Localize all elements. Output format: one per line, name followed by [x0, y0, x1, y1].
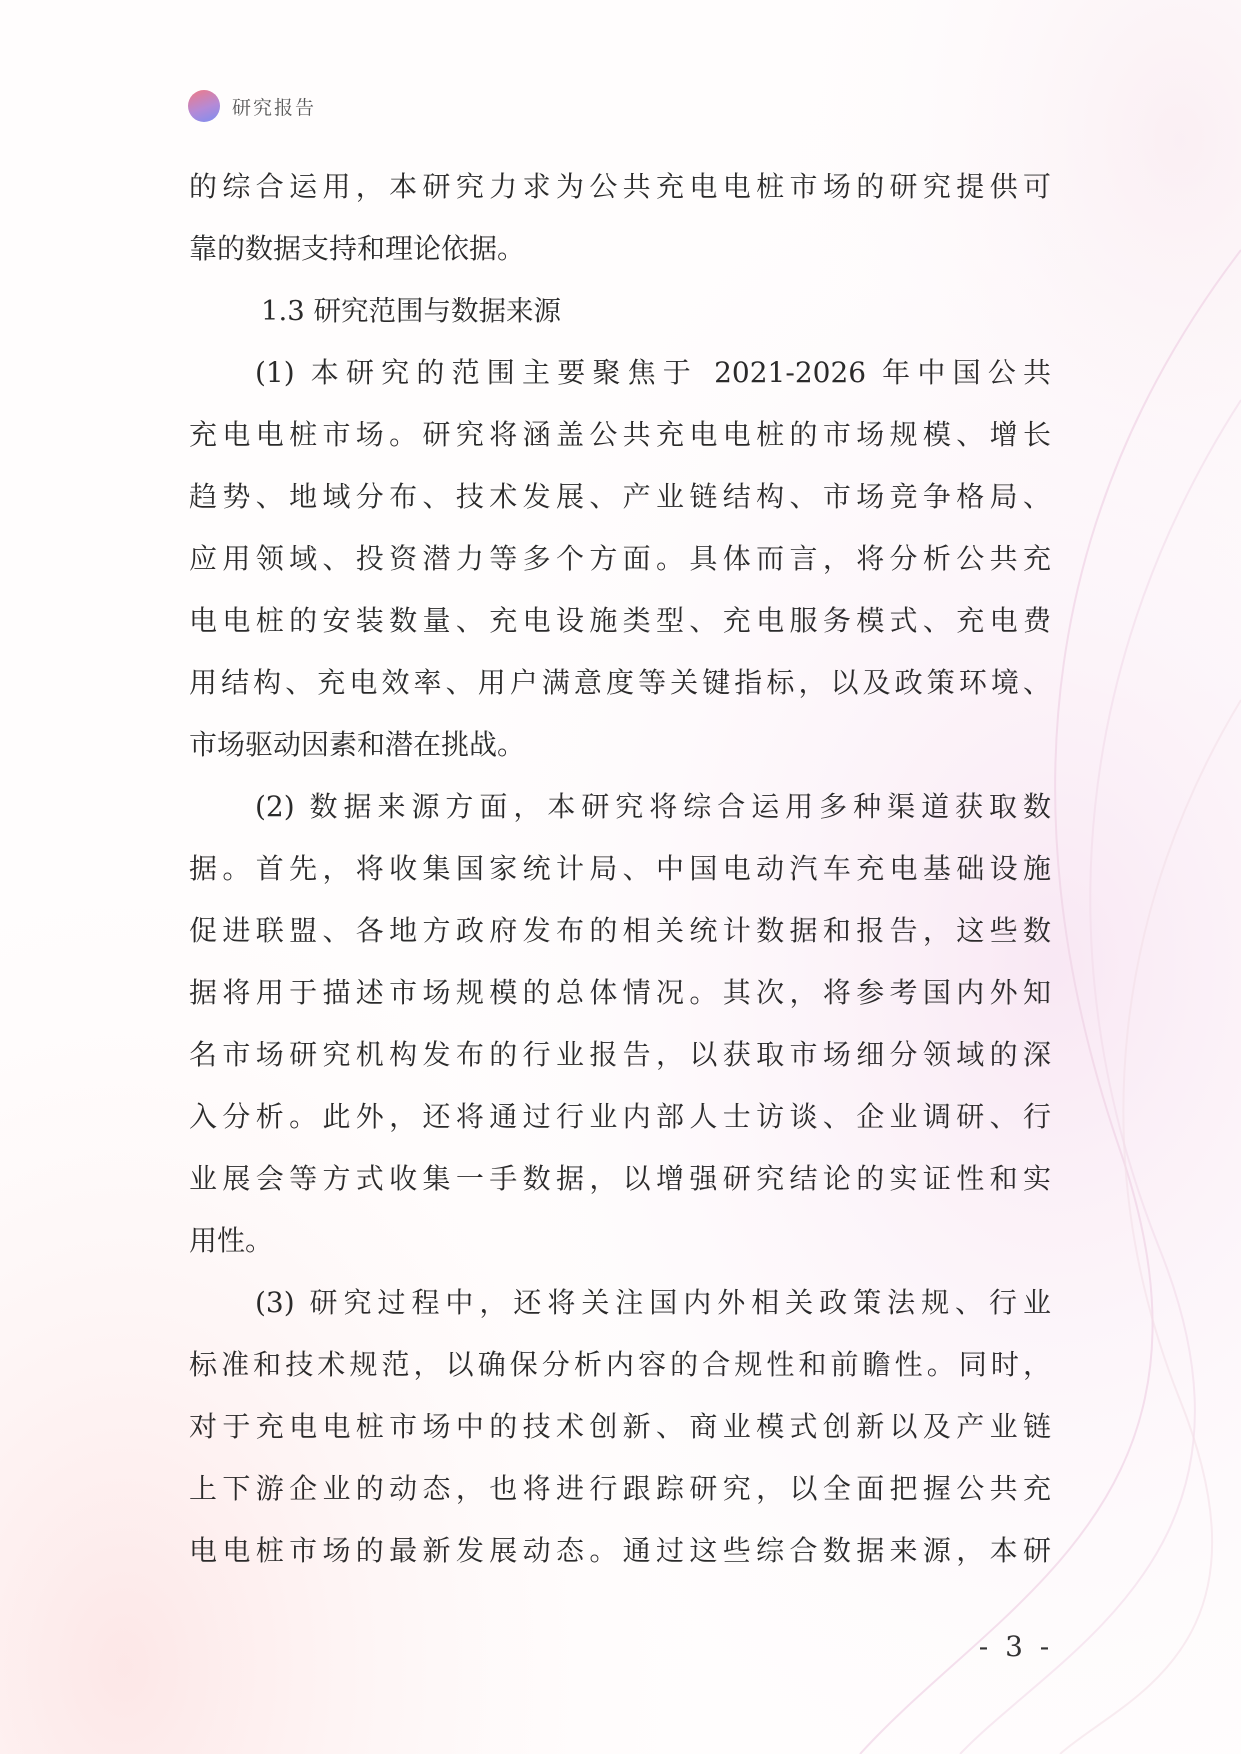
text-line: 据将用于描述市场规模的总体情况。其次，将参考国内外知: [189, 976, 1051, 1009]
text-line: 据。首先，将收集国家统计局、中国电动汽车充电基础设施: [189, 852, 1051, 885]
text-line: 名市场研究机构发布的行业报告，以获取市场细分领域的深: [189, 1038, 1051, 1071]
text-line: (3) 研究过程中，还将关注国内外相关政策法规、行业: [255, 1286, 1051, 1319]
text-line: 用结构、充电效率、用户满意度等关键指标，以及政策环境、: [189, 666, 1051, 699]
logo-circle: [188, 90, 220, 122]
report-header: [188, 90, 316, 122]
text-line: 的综合运用，本研究力求为公共充电电桩市场的研究提供可: [189, 170, 1051, 203]
text-line: 应用领域、投资潜力等多个方面。具体而言，将分析公共充: [189, 542, 1051, 575]
text-line: 电电桩市场的最新发展动态。通过这些综合数据来源，本研: [189, 1534, 1051, 1567]
text-line: 趋势、地域分布、技术发展、产业链结构、市场竞争格局、: [189, 480, 1051, 513]
text-line: 市场驱动因素和潜在挑战。: [189, 728, 526, 761]
header-title: 研究报告: [232, 96, 317, 119]
section-heading: 1.3 研究范围与数据来源: [261, 295, 561, 327]
text-line: (2) 数据来源方面，本研究将综合运用多种渠道获取数: [255, 790, 1051, 823]
text-line: 用性。: [189, 1224, 274, 1257]
page-number: - 3 -: [978, 1630, 1054, 1663]
text-line: 入分析。此外，还将通过行业内部人士访谈、企业调研、行: [189, 1100, 1051, 1133]
text-line: 充电电桩市场。研究将涵盖公共充电电桩的市场规模、增长: [189, 418, 1051, 451]
text-line: 电电桩的安装数量、充电设施类型、充电服务模式、充电费: [189, 604, 1051, 637]
text-line: 标准和技术规范，以确保分析内容的合规性和前瞻性。同时，: [189, 1348, 1051, 1381]
text-line: 上下游企业的动态，也将进行跟踪研究，以全面把握公共充: [189, 1472, 1051, 1505]
text-line: 对于充电电桩市场中的技术创新、商业模式创新以及产业链: [189, 1410, 1051, 1443]
text-line: (1) 本研究的范围主要聚焦于 2021-2026 年中国公共: [255, 356, 1051, 389]
text-line: 业展会等方式收集一手数据，以增强研究结论的实证性和实: [189, 1162, 1051, 1195]
body-text: [189, 156, 1051, 1582]
text-line: 靠的数据支持和理论依据。: [189, 232, 526, 265]
text-line: 促进联盟、各地方政府发布的相关统计数据和报告，这些数: [189, 914, 1051, 947]
